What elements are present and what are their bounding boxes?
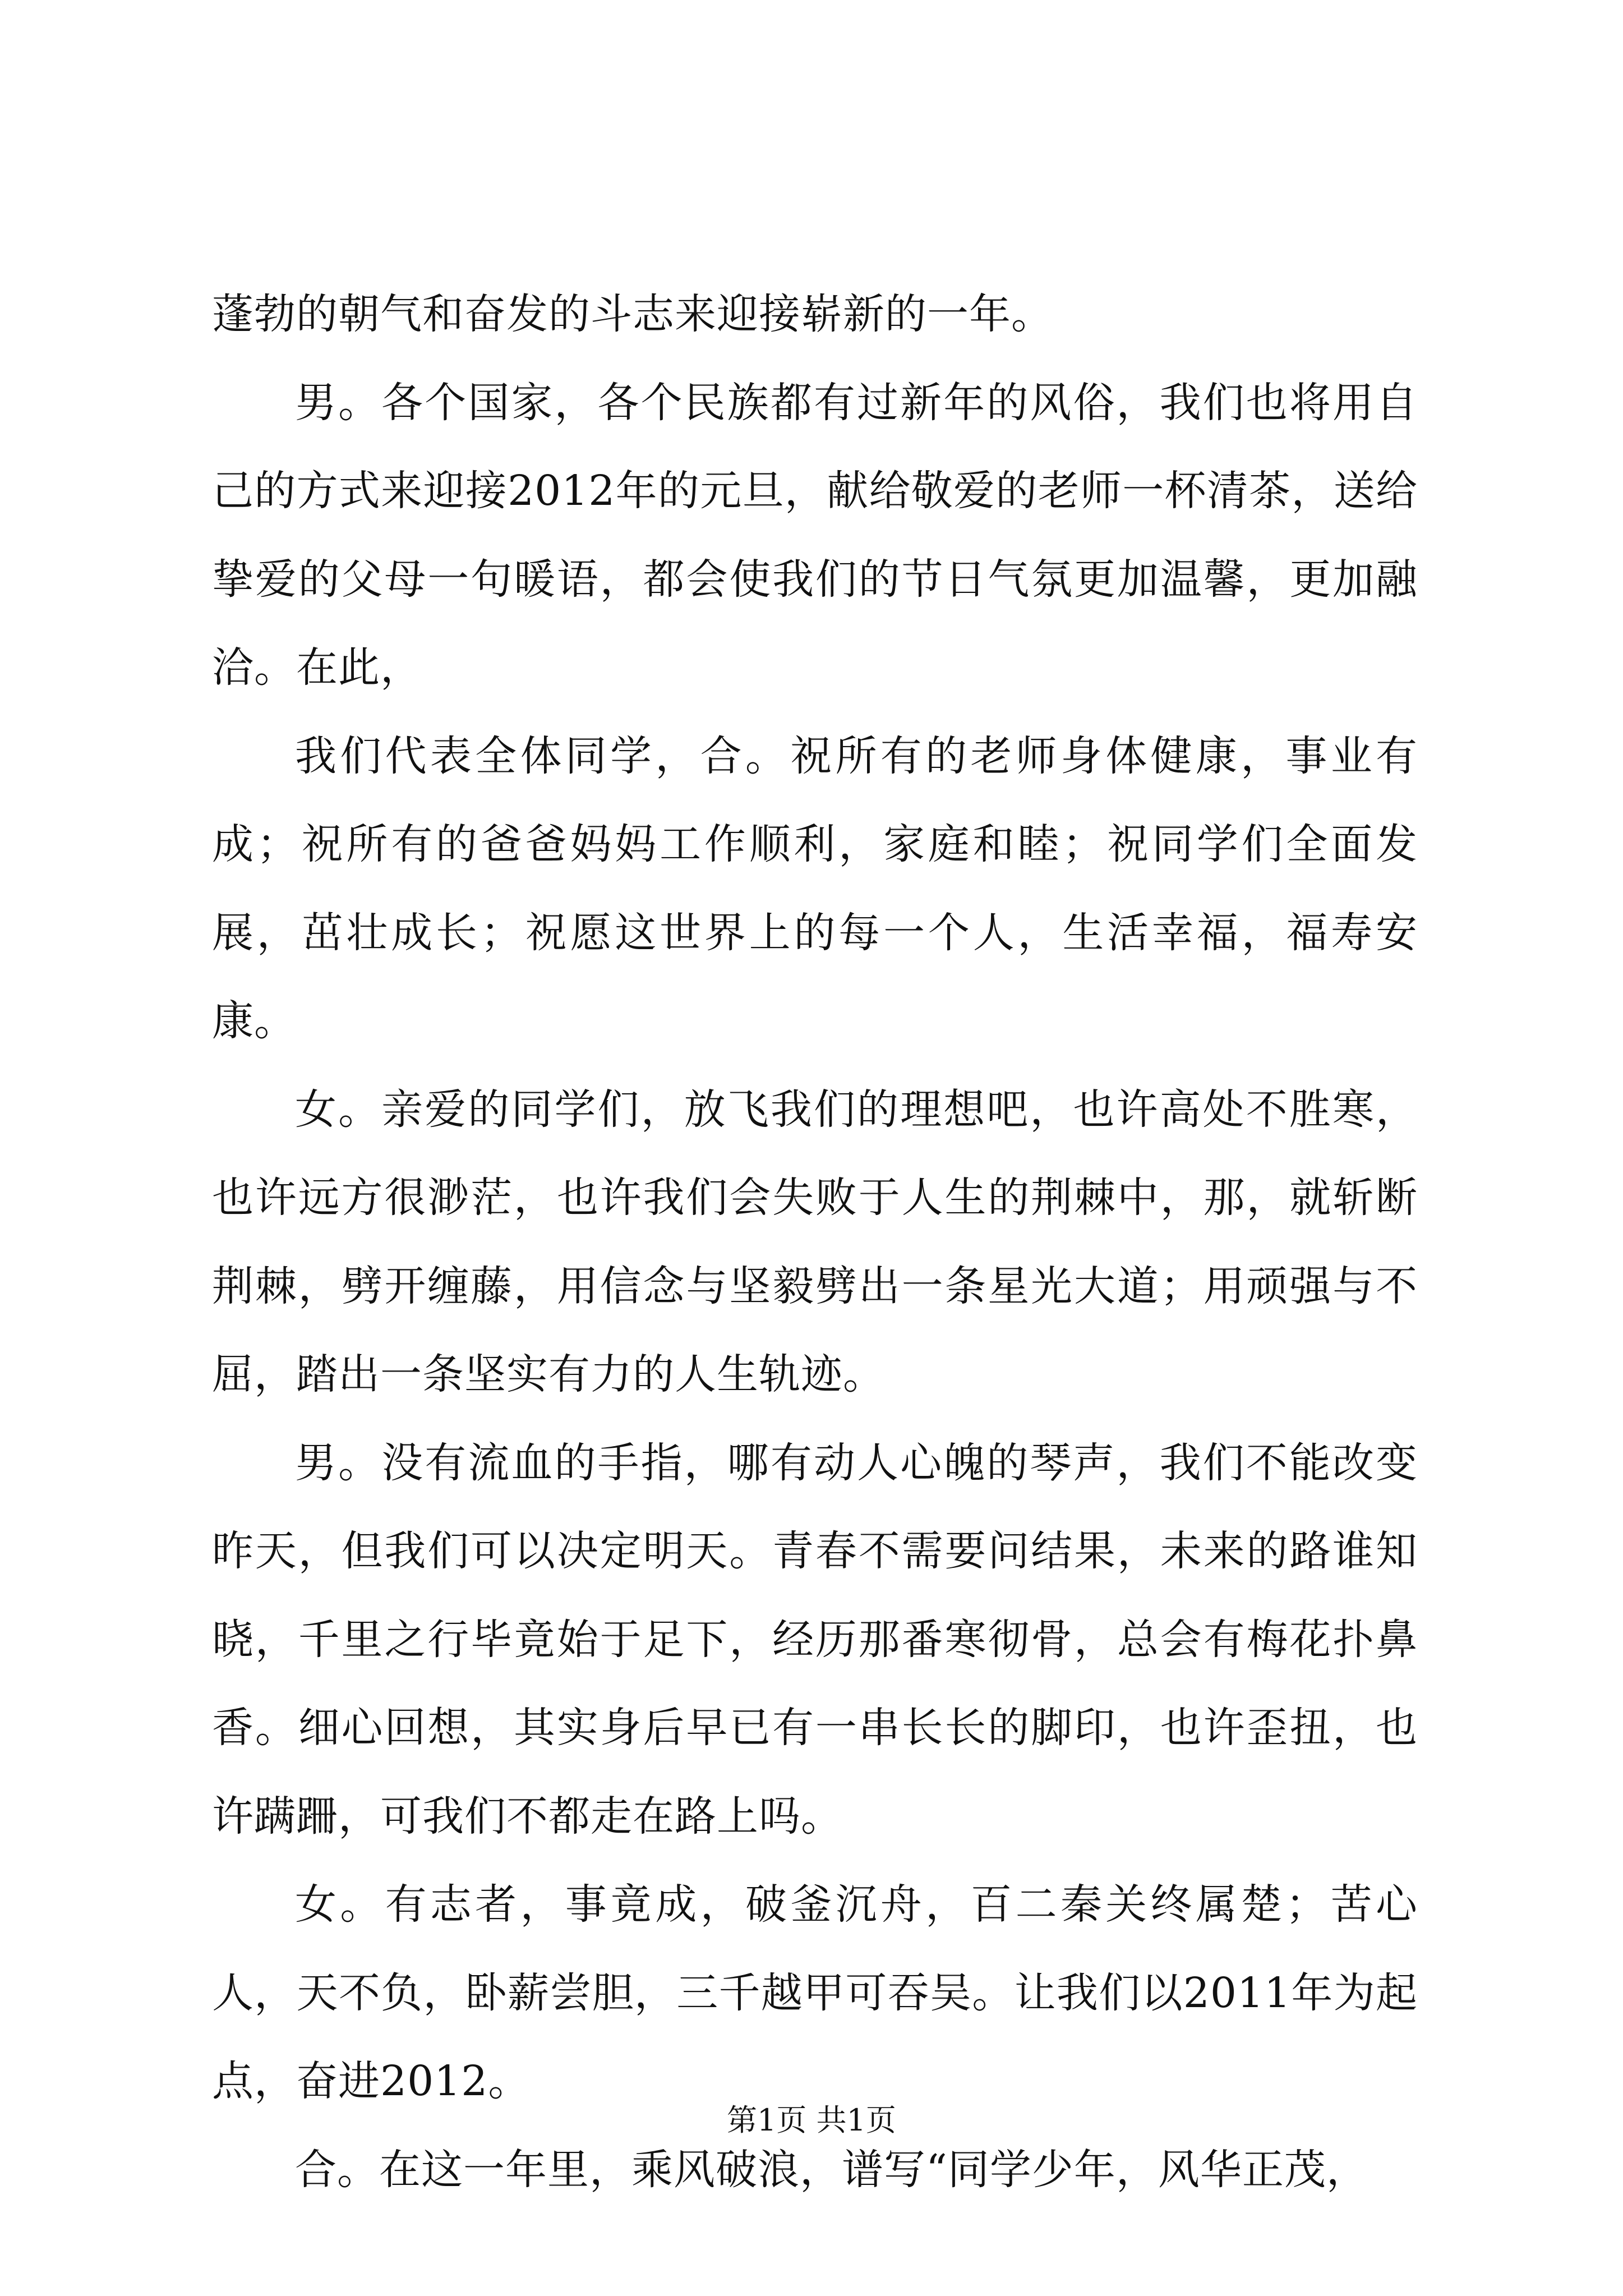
document-body [212,270,1418,2214]
paragraph-1: 蓬勃的朝气和奋发的斗志来迎接崭新的一年。 [212,290,1053,338]
paragraph-2: 男。各个国家，各个民族都有过新年的风俗，我们也将用自己的方式来迎接2012年的元旦，献给敬爱的老师一杯清茶，送给挚爱的父母一句暖语，都会使我们的节日气氛更加温馨，更加融洽。在此， [212,378,1418,692]
paragraph-5: 男。没有流血的手指，哪有动人心魄的琴声，我们不能改变昨天，但我们可以决定明天。青春不需要问结果，未来的路谁知晓，千里之行毕竟始于足下，经历那番寒彻骨，总会有梅花扑鼻香。细心回想，其实身后早已有一串长长的脚印，也许歪扭，也许蹒跚，可我们不都走在路上吗。 [212,1438,1418,1841]
paragraph-7: 合。在这一年里，乘风破浪，谱写“同学少年，风华正茂， [295,2145,1368,2194]
page-footer: 第1页 共1页 [727,2102,896,2138]
paragraph-4: 女。亲爱的同学们，放飞我们的理想吧，也许高处不胜寒，也许远方很渺茫，也许我们会失败于人生的荆棘中，那，就斩断荆棘，劈开缠藤，用信念与坚毅劈出一条星光大道；用顽强与不屈，踏出一条坚实有力的人生轨迹。 [212,1085,1418,1398]
paragraph-6: 女。有志者，事竟成，破釜沉舟，百二秦关终属楚；苦心人，天不负，卧薪尝胆，三千越甲可吞吴。让我们以2011年为起点，奋进2012。 [212,1880,1418,2105]
paragraph-3: 我们代表全体同学，合。祝所有的老师身体健康，事业有成；祝所有的爸爸妈妈工作顺利，家庭和睦；祝同学们全面发展，茁壮成长；祝愿这世界上的每一个人，生活幸福，福寿安康。 [212,731,1418,1045]
